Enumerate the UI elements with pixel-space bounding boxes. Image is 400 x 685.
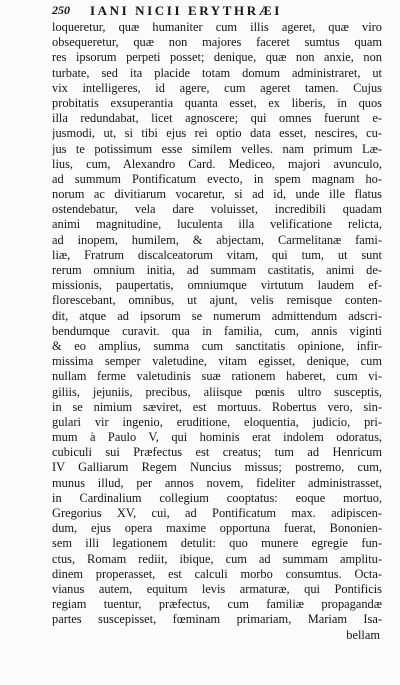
text-line: Gregorius XV, cui, ad Pontificatum max. adipiscen- — [52, 506, 382, 520]
text-line: nullam ferme valetudinis suæ rationem haberet, cum vi- — [52, 369, 382, 384]
page-number: 250 — [52, 3, 70, 17]
text-line: probitatis exsuperantia quanta esset, ex liberis, in quos — [52, 95, 382, 110]
catchword: bellam — [346, 627, 380, 642]
body-text — [52, 20, 382, 642]
text-line: partes suscepisset, fœminam primariam, Mariam Isa- — [52, 612, 382, 627]
text-line: mum à Paulo V, qui hominis erat indolem odoratus, — [52, 430, 382, 445]
text-line: florescebant, omnibus, ut ajunt, velis remisque conten- — [52, 293, 382, 308]
running-title: IANI NICII ERYTHRÆI — [90, 3, 282, 18]
text-line: res ipsorum perpeti posset; denique, quæ non anxie, non — [52, 50, 382, 65]
text-line: giliis, jejuniis, precibus, aliisque pœnis ultro susceptis, — [52, 384, 382, 399]
text-line: munus illud, per annos novem, fideliter administrasset, — [52, 475, 382, 490]
text-line: in se nimium sæviret, est mortuus. Robertus vero, sin- — [52, 399, 382, 414]
text-line: ostendebatur, vela dare voluisset, incredibili quadam — [52, 202, 382, 217]
text-line: obsequeretur, quæ non majores faceret sumtus quam — [52, 35, 382, 50]
text-line: loqueretur, quæ humaniter cum illis ageret, quæ viro — [52, 20, 382, 34]
text-line: gulari vir ingenio, eruditione, eloquentia, judicio, pri- — [52, 414, 382, 429]
text-line: regiam tuentur, præfectus, cum familiæ propagandæ — [52, 597, 382, 612]
text-line: missima semper valetudine, vitam egisset, denique, cum — [52, 354, 382, 369]
text-line: dit, atque ad ipsorum se numerum admittendum adscri- — [52, 308, 382, 323]
text-line: vianus autem, equitum levis armaturæ, qui Pontificis — [52, 581, 382, 596]
text-line: sem illi legationem detulit: quo munere egregie fun- — [52, 536, 382, 551]
text-line: jusmodi, ut, si tibi ejus rei optio data esset, nescires, cu- — [52, 126, 382, 141]
text-line: cubiculi sui Præfectus est creatus; tum ad Henricum — [52, 445, 382, 460]
text-line: norum ac divitiarum vocaretur, si ad id, unde ille flatus — [52, 187, 382, 202]
text-line: turbate, sed ita placide totam domum administraret, ut — [52, 65, 382, 80]
text-line: animi magnitudine, luculenta illa velificatione relicta, — [52, 217, 382, 232]
text-line: jus te potissimum esse similem velles. nam primum Læ- — [52, 141, 382, 156]
text-line: illa redundabat, licet agnoscere; qui omnes fuerunt e- — [52, 111, 382, 126]
text-line: dum, ejus opera maxime opportuna fuerat, Bononien- — [52, 521, 382, 536]
text-line: bendumque curavit. qua in familia, cum, annis viginti — [52, 323, 382, 338]
text-line: rerum omnium initia, ad summam castitatis, animi de- — [52, 263, 382, 277]
text-line: & eo amplius, summa cum sanctitatis opinione, infir- — [52, 338, 382, 353]
text-line: ad summum Pontificatum evecto, in spem magnam ho- — [52, 171, 382, 186]
text-line: dinem properasset, est calculi morbo consumtus. Octa- — [52, 566, 382, 581]
text-line: liæ, Fratrum discalceatorum vitam, qui tum, ut sunt — [52, 247, 382, 262]
text-line: IV Galliarum Regem Nuncius missus; postremo, cum, — [52, 460, 382, 475]
text-line: lius, cum, Alexandro Card. Mediceo, majori avunculo, — [52, 156, 382, 171]
text-line: ad inopem, humilem, & abjectam, Carmelitanæ fami- — [52, 232, 382, 247]
text-line: ctus, Romam rediit, ibique, cum ad summam amplitu- — [52, 551, 382, 566]
text-line: missionis, paupertatis, omniumque virtutum laudem ef- — [52, 278, 382, 293]
page-header — [52, 3, 382, 21]
text-line: in Cardinalium collegium cooptatus: eoque mortuo, — [52, 490, 382, 505]
text-line: vix intelligeres, id agere, cum ageret tamen. Cujus — [52, 80, 382, 95]
